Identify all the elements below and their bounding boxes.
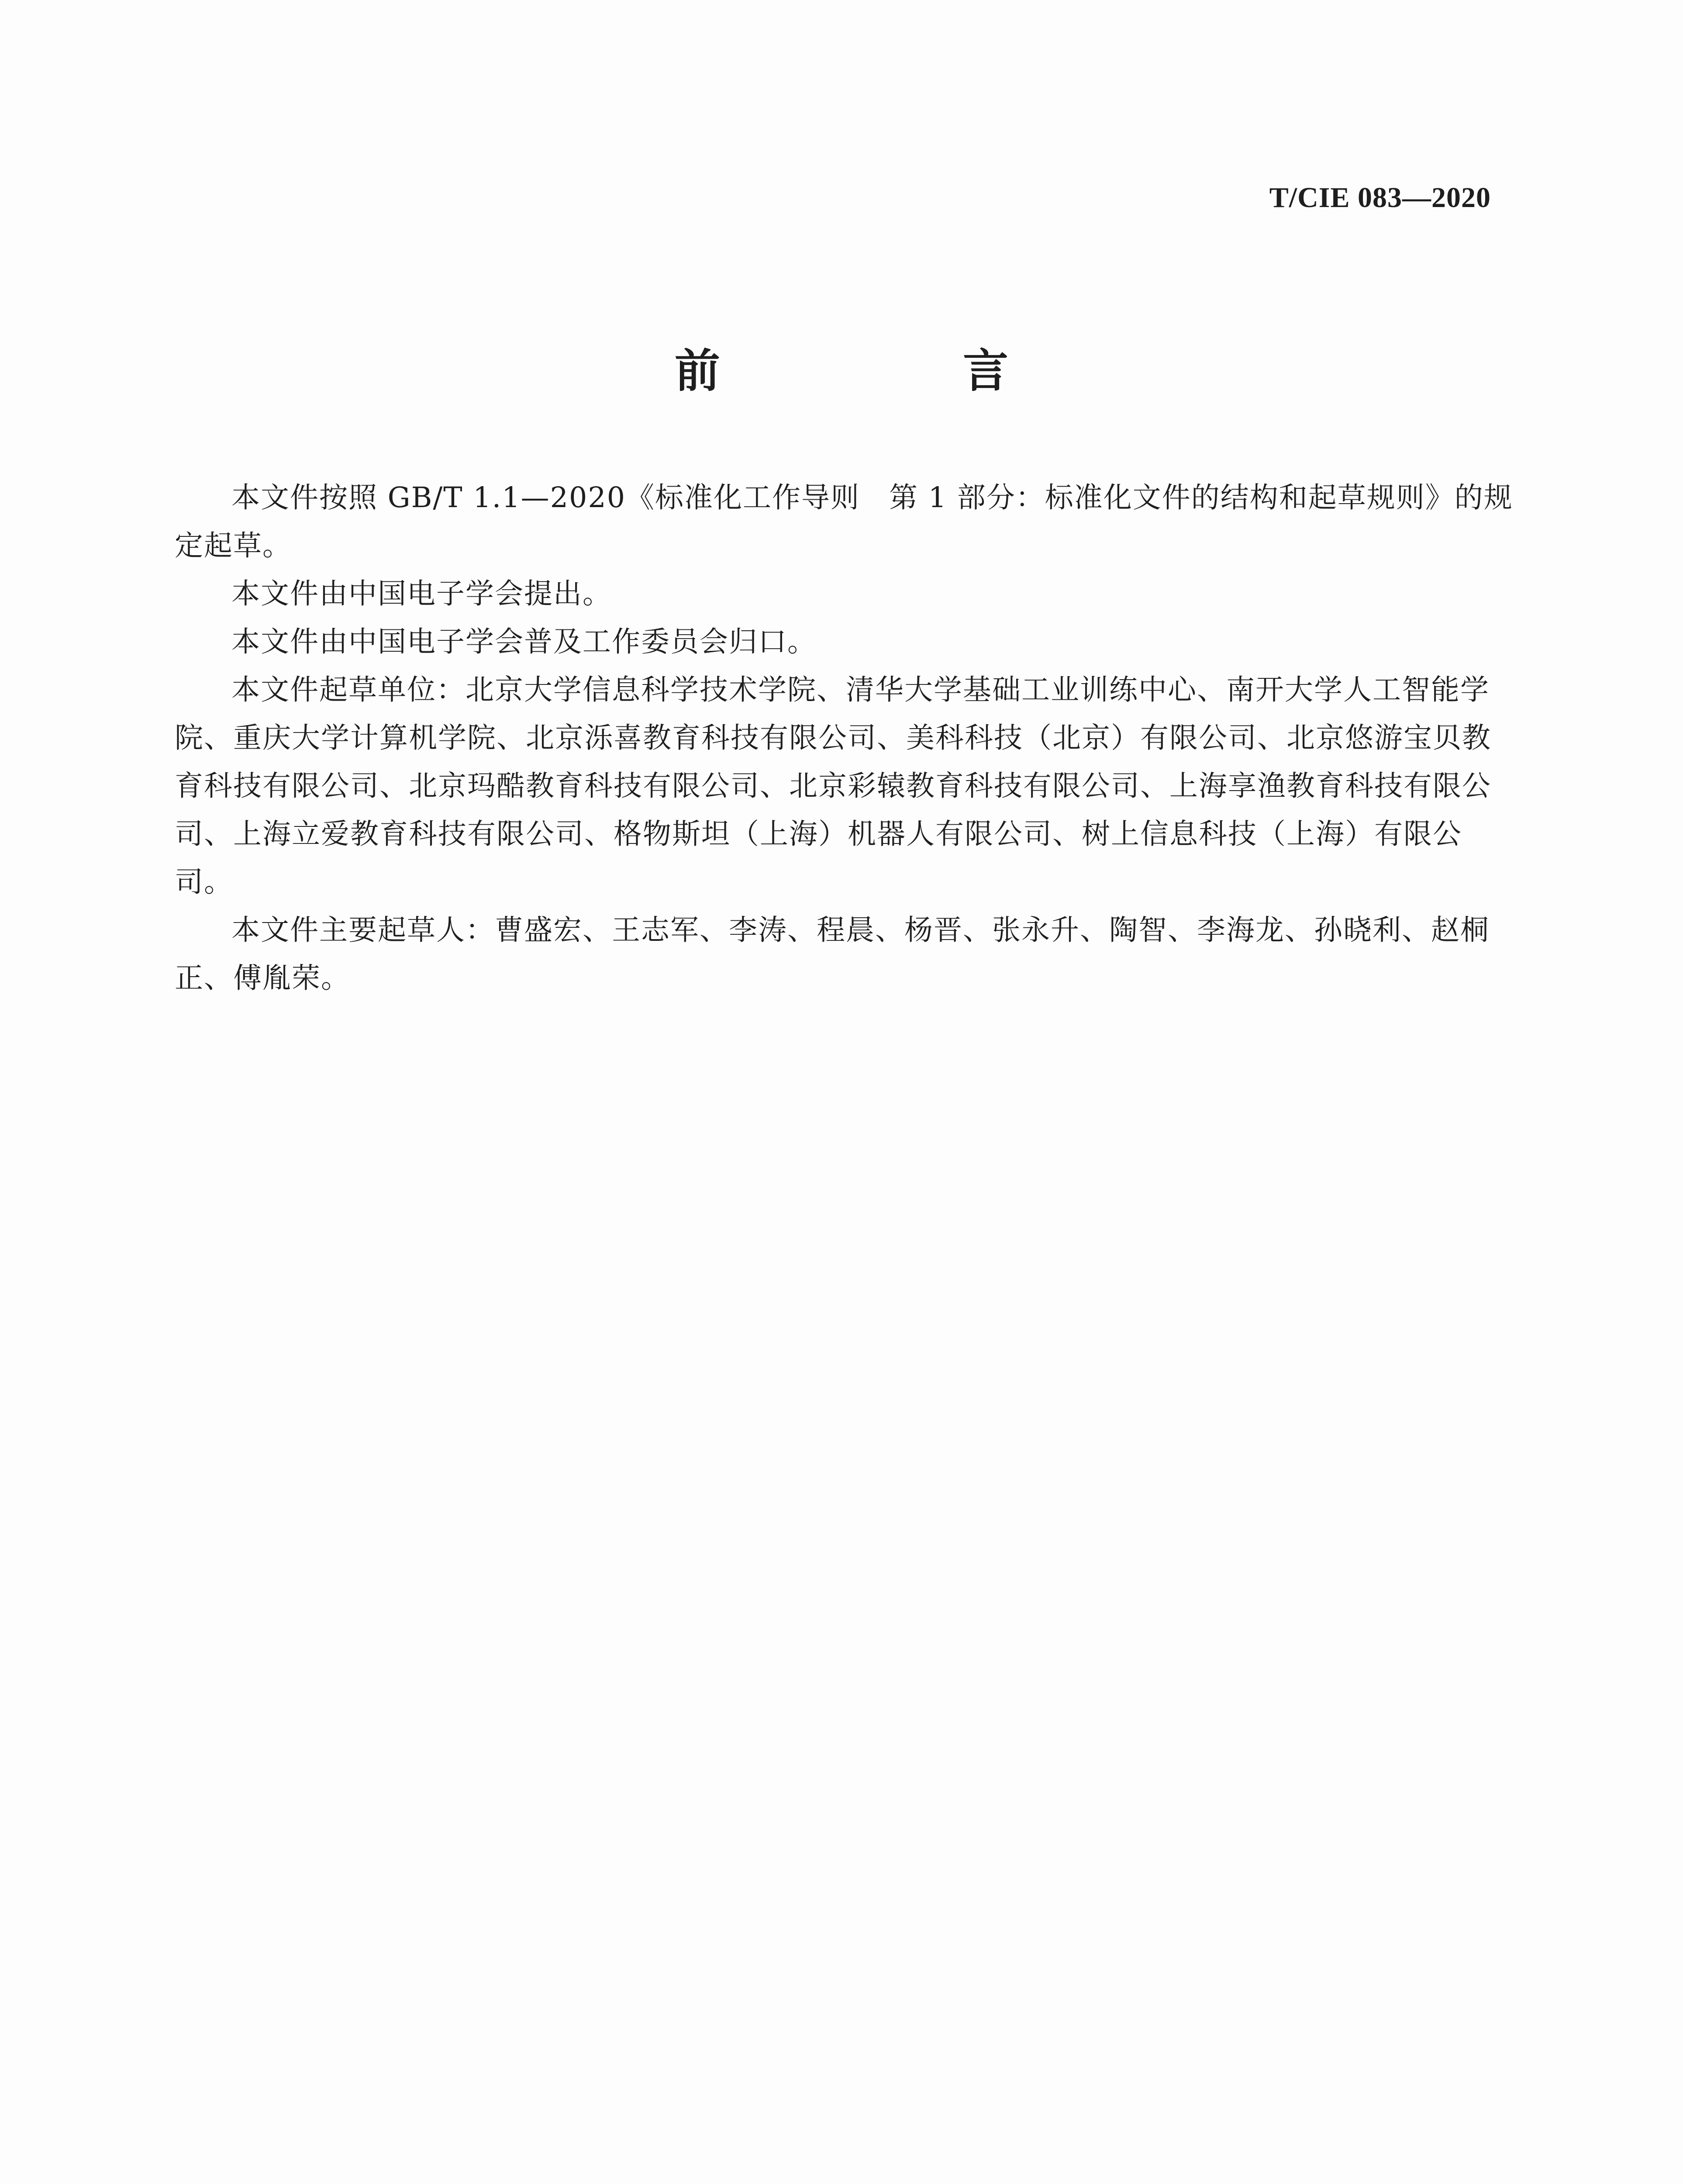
foreword-title: 前 言 [674, 344, 1122, 397]
paragraph-centralized-by: 本文件由中国电子学会普及工作委员会归口。 [231, 625, 817, 658]
paragraph-proposed-by: 本文件由中国电子学会提出。 [231, 577, 612, 610]
paragraph-main-drafters: 本文件主要起草人：曹盛宏、王志军、李涛、程晨、杨晋、张永升、陶智、李海龙、孙晓利、赵桐正、傅胤荣。 [175, 914, 1490, 995]
document-number: T/CIE 083—2020 [1269, 182, 1491, 214]
foreword-body [175, 474, 1520, 1002]
paragraph-drafting-units: 本文件起草单位：北京大学信息科学技术学院、清华大学基础工业训练中心、南开大学人工智能学院、重庆大学计算机学院、北京泺喜教育科技有限公司、美科科技（北京）有限公司、北京悠游宝贝教育科技有限公司、北京玛酷教育科技有限公司、北京彩辕教育科技有限公司、上海享渔教育科技有限公司、上海立爱教育科技有限公司、格物斯坦（上海）机器人有限公司、树上信息科技（上海）有限公司。 [175, 674, 1492, 898]
paragraph-drafting-rules: 本文件按照 GB/T 1.1—2020《标准化工作导则 第 1 部分：标准化文件的结构和起草规则》的规定起草。 [175, 481, 1513, 562]
